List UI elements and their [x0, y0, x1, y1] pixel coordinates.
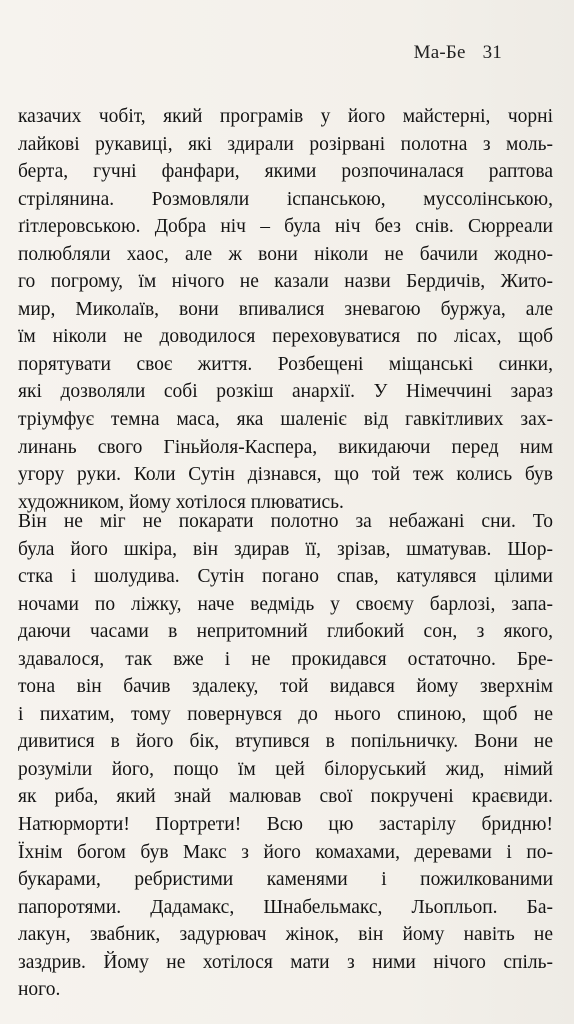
text-line: розуміли його, пощо їм цей білоруський жид, німий — [18, 758, 553, 780]
running-head-title: Ма-Бе — [413, 42, 466, 63]
running-head — [414, 42, 502, 64]
text-line: лакун, звабник, задурювач жінок, він йому навіть не — [18, 924, 553, 946]
text-line: стрілянина. Розмовляли іспанською, муссолінською, — [18, 188, 553, 210]
text-line: казачих чобіт, який програмів у його майстерні, чорні — [18, 106, 553, 127]
text-line: тріумфує темна маса, яка шаленіє від гавкітливих зах- — [18, 409, 553, 431]
text-line: їм ніколи не доводилося переховуватися по лісах, щоб — [18, 326, 553, 348]
text-line: заздрив. Йому не хотілося мати з ними нічого спіль- — [18, 951, 553, 973]
text-line: ного. — [18, 979, 61, 1001]
text-line: порятувати своє життя. Розбещені міщанські синки, — [18, 353, 553, 375]
text-line: линань свого Гіньйоля-Каспера, викидаючи перед ним — [18, 436, 553, 458]
text-line: го погрому, їм нічого не казали назви Бердичів, Жито- — [18, 271, 553, 293]
page-number: 31 — [482, 42, 502, 63]
paragraph-1 — [18, 103, 553, 516]
text-line: даючи часами в непритомний глибокий сон, з якого, — [18, 621, 553, 643]
text-line: ночами по ліжку, наче ведмідь у своєму барлозі, запа- — [18, 593, 553, 615]
text-line: Він не міг не покарати полотно за небажані сни. То — [18, 511, 553, 532]
text-line: Натюрморти! Портрети! Всю цю застарілу бридню! — [18, 814, 553, 836]
text-line: дивитися в його бік, втупився в попільничку. Вони не — [18, 731, 553, 753]
text-line: берта, гучні фанфари, якими розпочиналася раптова — [18, 161, 553, 183]
text-line: художником, йому хотілося плюватись. — [18, 491, 344, 513]
text-line: мир, Миколаїв, вони впивалися зневагою буржуа, але — [18, 298, 553, 320]
text-line: як риба, який знай малював свої покручені краєвиди. — [18, 786, 553, 808]
text-line: лайкові рукавиці, які здирали розірвані полотна з моль- — [18, 133, 553, 155]
text-line: була його шкіра, він здирав її, зрізав, шматував. Шор- — [18, 538, 553, 560]
text-line: і пихатим, тому повернувся до нього спиною, щоб не — [18, 703, 553, 725]
text-line: угору руки. Коли Сутін дізнався, що той теж колись був — [18, 464, 553, 486]
text-line: здавалося, так вже і не прокидався остаточно. Бре- — [18, 648, 553, 670]
text-line: папоротями. Дадамакс, Шнабельмакс, Льопльоп. Ба- — [18, 896, 553, 918]
text-line: Їхнім богом був Макс з його комахами, деревами і по- — [18, 841, 553, 863]
text-line: стка і шолудива. Сутін погано спав, катулявся цілими — [18, 566, 553, 588]
text-line: тона він бачив здалеку, той видався йому зверхнім — [18, 676, 553, 698]
text-line: ґітлеровською. Добра ніч – була ніч без снів. Сюрреали — [18, 216, 553, 238]
paragraph-2 — [18, 508, 553, 1004]
text-line: які дозволяли собі розкіш анархії. У Німеччині зараз — [18, 381, 553, 403]
text-line: букарами, ребристими каменями і пожилкованими — [18, 869, 553, 891]
text-line: полюбляли хаос, але ж вони ніколи не бачили жодно- — [18, 243, 553, 265]
